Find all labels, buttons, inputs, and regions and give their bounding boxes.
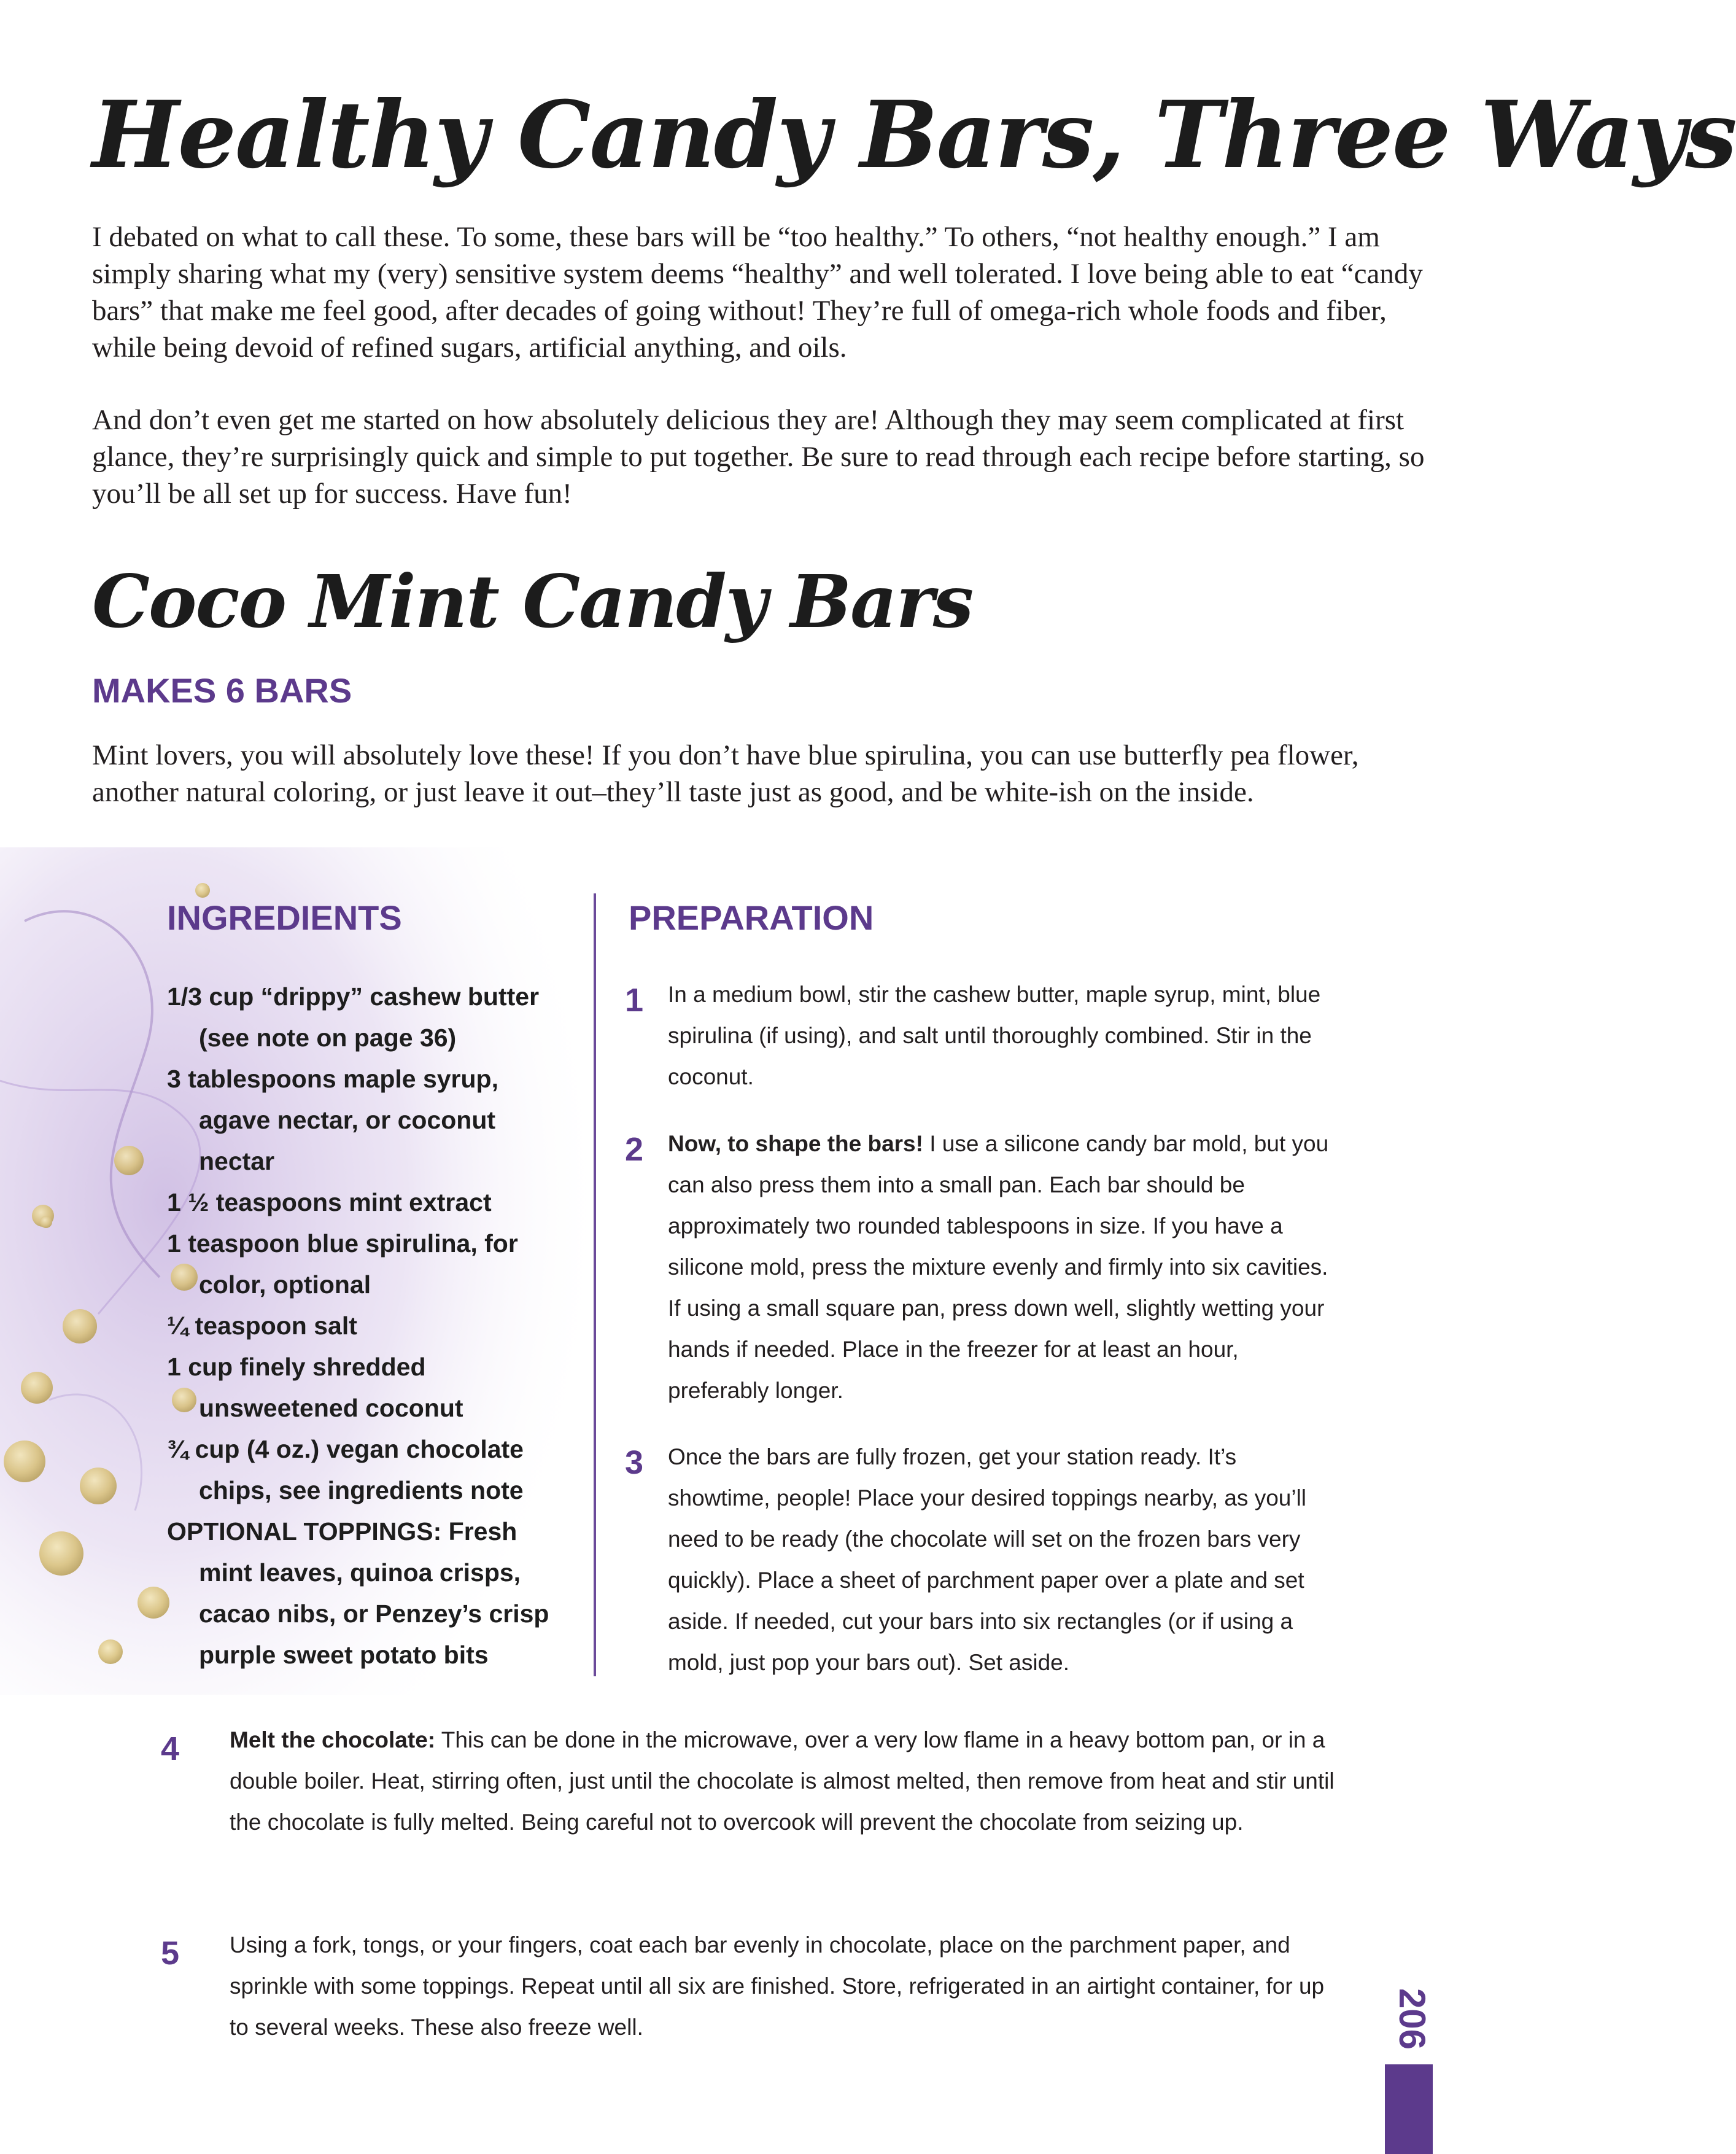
step-number: 5 xyxy=(161,1935,180,1972)
intro-paragraph: And don’t even get me started on how absolutely delicious they are! Although they may seem complicated at first glance, they’re surprisingly quick and simple to put together. Be sure to read through each recipe before starting, so you’ll be all set up for success. Have fun! xyxy=(92,404,1425,510)
step-text xyxy=(668,1123,1337,1411)
ingredient-item: OPTIONAL TOPPINGS: Fresh mint leaves, quinoa crisps, cacao nibs, or Penzey’s crisp purple sweet potato bits xyxy=(167,1517,549,1669)
step-lead: Melt the chocolate: xyxy=(230,1727,436,1752)
step-instruction: Once the bars are fully frozen, get your station ready. It’s showtime, people! Place your desired toppings nearby, as you’ll need to be ready (the chocolate will set on the frozen bars very quickly). Place a sheet of parchment paper over a plate and set aside. If needed, cut your bars into six rectangles (or if using a mold, just pop your bars out). Set aside. xyxy=(668,1444,1307,1675)
step-text xyxy=(668,974,1337,1097)
step-text xyxy=(230,1719,1335,1843)
ingredient-item: 3 tablespoons maple syrup, agave nectar, or coconut nectar xyxy=(167,1065,498,1175)
ingredient-item: ¾ cup (4 oz.) vegan chocolate chips, see ingredients note xyxy=(167,1435,524,1504)
ingredient-item: 1 cup finely shredded unsweetened coconut xyxy=(167,1353,463,1422)
recipe-yield: MAKES 6 BARS xyxy=(92,671,352,710)
step-number: 3 xyxy=(625,1444,644,1481)
column-divider xyxy=(594,893,596,1676)
step-instruction: This can be done in the microwave, over a very low flame in a heavy bottom pan, or in a double boiler. Heat, stirring often, just until the chocolate is almost melted, then remove from heat and stir until the chocolate is fully melted. Being careful not to overcook will prevent the chocolate from seizing up. xyxy=(230,1727,1335,1835)
ingredients-list xyxy=(167,976,560,1676)
preparation-heading: PREPARATION xyxy=(629,898,874,937)
page-title: Healthy Candy Bars, Three Ways xyxy=(92,81,1736,189)
recipe-description: Mint lovers, you will absolutely love these! If you don’t have blue spirulina, you can use butterfly pea flower, another natural coloring, or just leave it out–they’ll taste just as good, and be white-ish on the inside. xyxy=(92,739,1359,808)
page-edge-tab xyxy=(1385,2064,1433,2154)
step-text xyxy=(668,1436,1337,1683)
step-instruction: In a medium bowl, stir the cashew butter, maple syrup, mint, blue spirulina (if using), and salt until thoroughly combined. Stir in the coconut. xyxy=(668,982,1321,1089)
page-number: 206 xyxy=(1392,1988,1433,2050)
step-text xyxy=(230,1924,1335,2048)
recipe-title: Coco Mint Candy Bars xyxy=(92,559,973,644)
step-instruction: Using a fork, tongs, or your fingers, coat each bar evenly in chocolate, place on the parchment paper, and sprinkle with some toppings. Repeat until all six are finished. Store, refrigerated in an airtight container, for up to several weeks. These also freeze well. xyxy=(230,1932,1325,2040)
ingredient-item: 1 ½ teaspoons mint extract xyxy=(167,1188,492,1216)
ingredient-item: 1/3 cup “drippy” cashew butter (see note on page 36) xyxy=(167,982,540,1052)
ingredient-item: 1 teaspoon blue spirulina, for color, optional xyxy=(167,1229,518,1299)
step-lead: Now, to shape the bars! xyxy=(668,1131,923,1156)
intro-paragraph: I debated on what to call these. To some, these bars will be “too healthy.” To others, “not healthy enough.” I am simply sharing what my (very) sensitive system deems “healthy” and well tolerated. I love being able to eat “candy bars” that make me feel good, after decades of going without! They’re full of omega-rich whole foods and fiber, while being devoid of refined sugars, artificial anything, and oils. xyxy=(92,221,1423,364)
ingredient-item: ¼ teaspoon salt xyxy=(167,1312,357,1340)
ingredients-heading: INGREDIENTS xyxy=(167,898,402,937)
step-instruction: I use a silicone candy bar mold, but you can also press them into a small pan. Each bar should be approximately two rounded tablespoons in size. If you have a silicone mold, press the mixture evenly and firmly into six cavities. If using a small square pan, press down well, slightly wetting your hands if needed. Place in the freezer for at least an hour, preferably longer. xyxy=(668,1131,1329,1403)
step-number: 4 xyxy=(161,1730,180,1767)
step-number: 1 xyxy=(625,982,644,1019)
step-number: 2 xyxy=(625,1131,644,1168)
